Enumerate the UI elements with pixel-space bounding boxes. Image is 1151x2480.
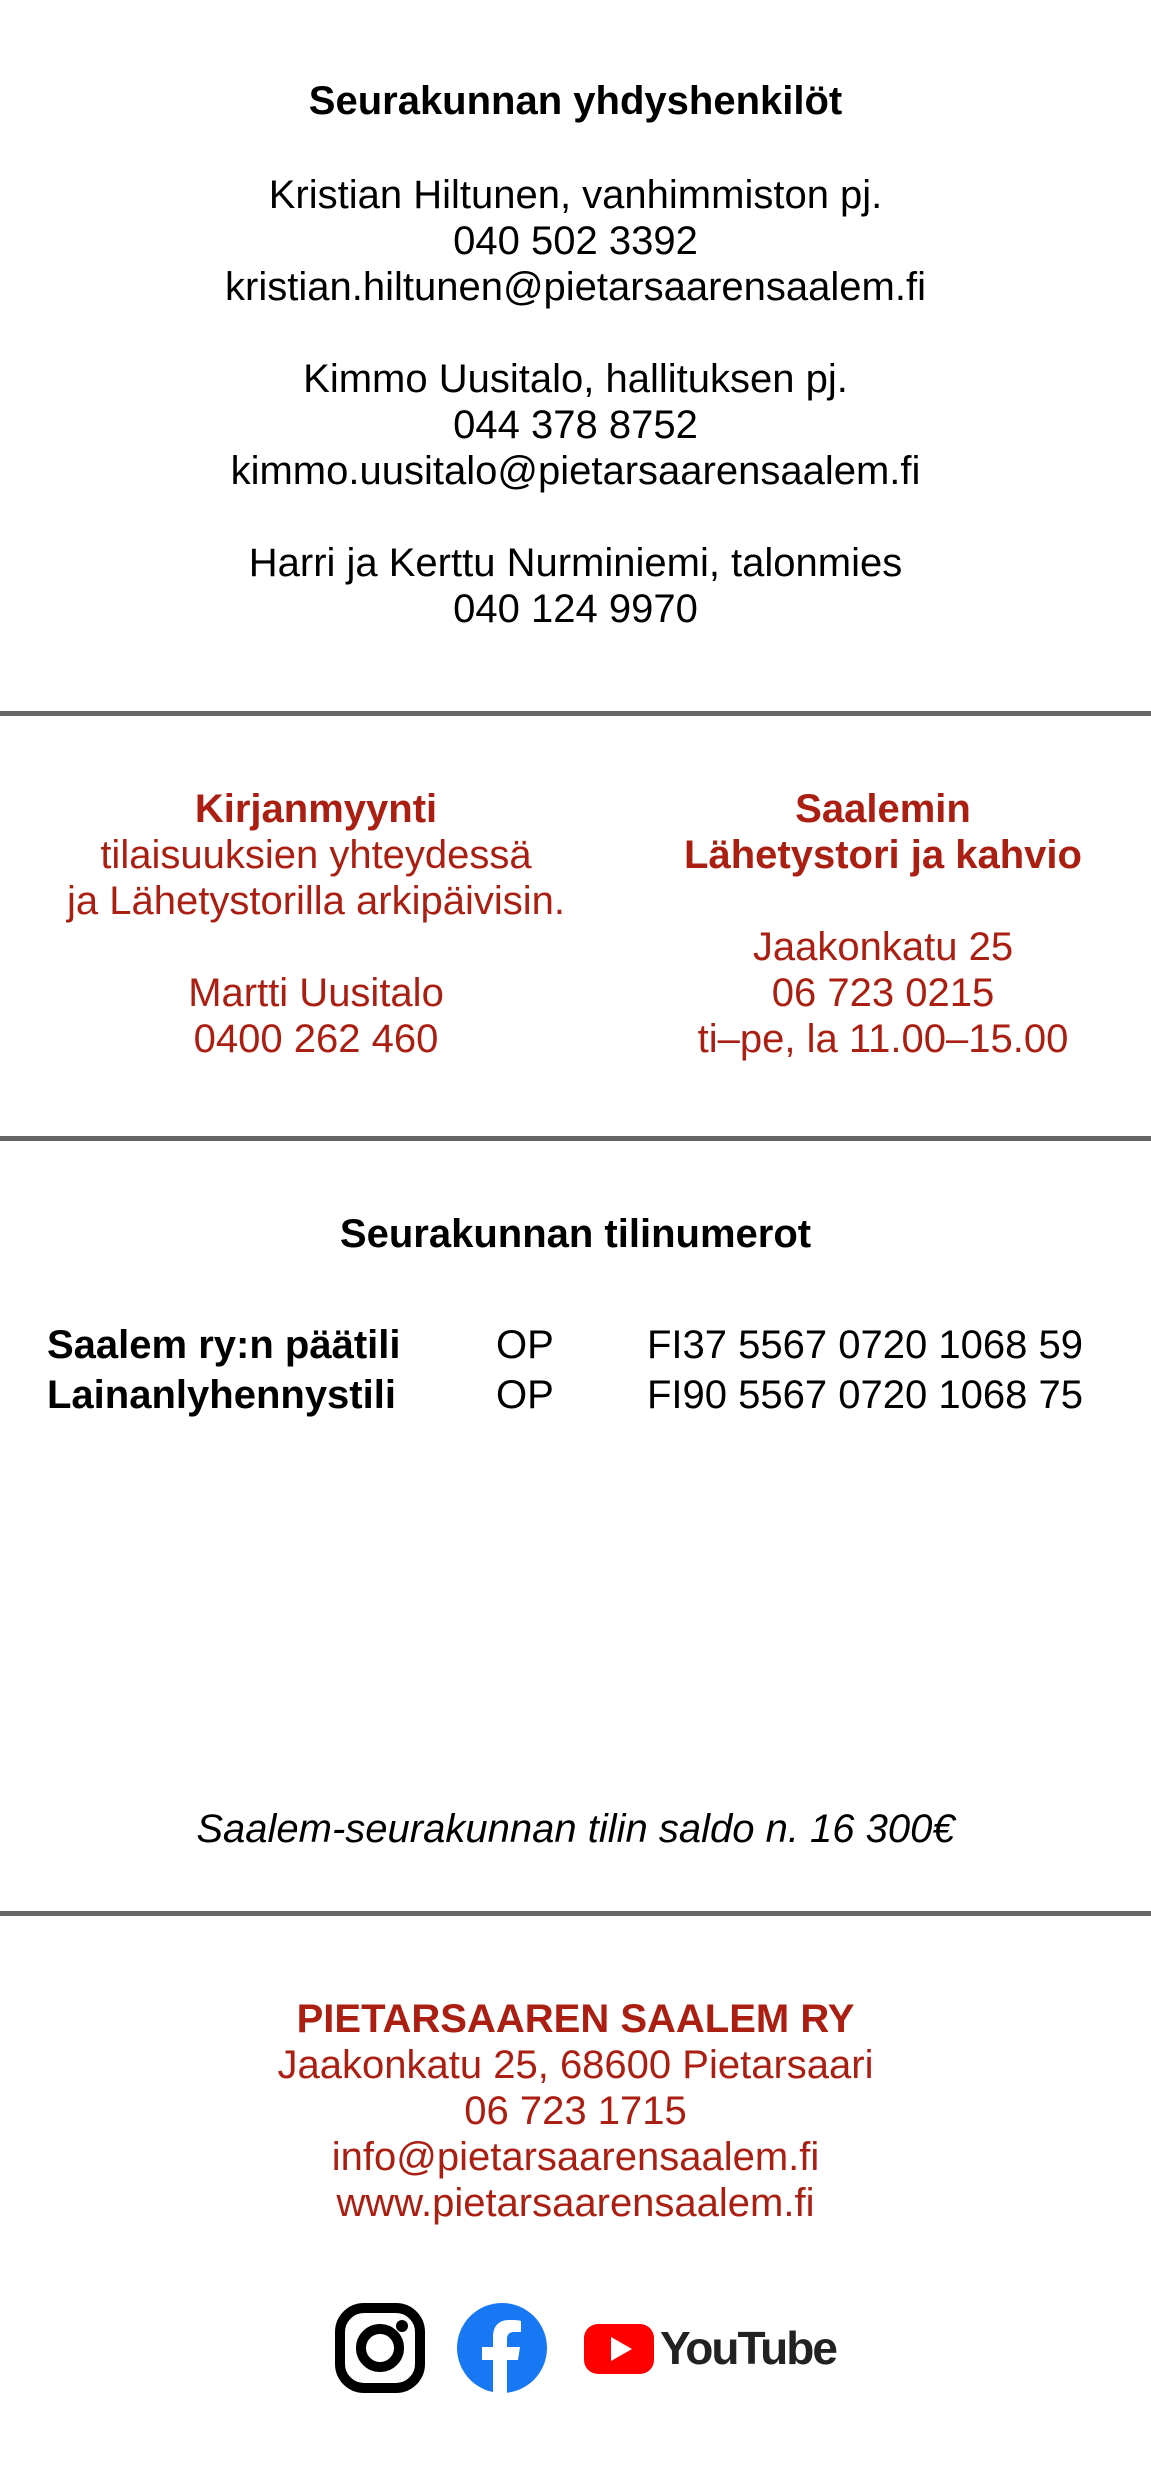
- shop-phone[interactable]: 06 723 0215: [771, 971, 995, 1015]
- account-name: Saalem ry:n päätili: [47, 1323, 401, 1367]
- account-iban: FI37 5567 0720 1068 59: [647, 1323, 1083, 1367]
- contact-email[interactable]: kristian.hiltunen@pietarsaarensaalem.fi: [225, 265, 926, 309]
- contact-phone[interactable]: 044 378 8752: [453, 403, 698, 447]
- org-name: PIETARSAAREN SAALEM RY: [296, 1997, 855, 2041]
- contacts-heading: Seurakunnan yhdyshenkilöt: [308, 79, 843, 123]
- contact-person-2: [0, 356, 1151, 494]
- youtube-logo[interactable]: [582, 2300, 836, 2396]
- contact-name-role: Kimmo Uusitalo, hallituksen pj.: [303, 357, 848, 401]
- bookshop-line2: ja Lähetystorilla arkipäivisin.: [66, 879, 565, 923]
- contact-person-1: [0, 172, 1151, 310]
- divider: [0, 1136, 1151, 1141]
- bookshop-title: Kirjanmyynti: [194, 787, 438, 831]
- account-row: [47, 1320, 1127, 1370]
- shop-hours: ti–pe, la 11.00–15.00: [697, 1017, 1069, 1061]
- divider: [0, 711, 1151, 716]
- org-address: Jaakonkatu 25, 68600 Pietarsaari: [277, 2043, 874, 2087]
- account-name: Lainanlyhennystili: [47, 1373, 396, 1417]
- account-row: [47, 1370, 1127, 1420]
- balance-note: Saalem-seurakunnan tilin saldo n. 16 300€: [196, 1807, 955, 1851]
- bookshop-section: [16, 786, 616, 1062]
- shop-address: Jaakonkatu 25: [752, 925, 1014, 969]
- contact-phone[interactable]: 040 124 9970: [453, 587, 698, 631]
- facebook-icon[interactable]: [456, 2300, 548, 2396]
- contact-name-role: Harri ja Kerttu Nurminiemi, talonmies: [248, 541, 903, 585]
- divider: [0, 1911, 1151, 1916]
- org-section: [0, 1996, 1151, 2226]
- account-iban: FI90 5567 0720 1068 75: [647, 1373, 1083, 1417]
- contacts-section: [0, 78, 1151, 124]
- org-website[interactable]: www.pietarsaarensaalem.fi: [336, 2181, 815, 2225]
- bookshop-phone[interactable]: 0400 262 460: [193, 1017, 439, 1061]
- contact-name-role: Kristian Hiltunen, vanhimmiston pj.: [268, 173, 883, 217]
- instagram-icon[interactable]: [334, 2300, 426, 2396]
- youtube-label: YouTube: [660, 2322, 836, 2374]
- bookshop-person: Martti Uusitalo: [188, 971, 444, 1015]
- contact-email[interactable]: kimmo.uusitalo@pietarsaarensaalem.fi: [230, 449, 921, 493]
- shop-section: [628, 786, 1138, 1062]
- account-bank: OP: [496, 1323, 554, 1367]
- contact-person-3: [0, 540, 1151, 632]
- contact-phone[interactable]: 040 502 3392: [453, 219, 698, 263]
- account-bank: OP: [496, 1373, 554, 1417]
- shop-title-1: Saalemin: [795, 787, 971, 831]
- shop-title-2: Lähetystori ja kahvio: [684, 833, 1082, 877]
- balance-note-wrap: [0, 1806, 1151, 1852]
- org-phone[interactable]: 06 723 1715: [464, 2089, 687, 2133]
- accounts-section: [0, 1211, 1151, 1257]
- youtube-icon: [582, 2300, 656, 2396]
- accounts-heading: Seurakunnan tilinumerot: [339, 1212, 812, 1256]
- bookshop-line1: tilaisuuksien yhteydessä: [100, 833, 532, 877]
- org-email[interactable]: info@pietarsaarensaalem.fi: [331, 2135, 820, 2179]
